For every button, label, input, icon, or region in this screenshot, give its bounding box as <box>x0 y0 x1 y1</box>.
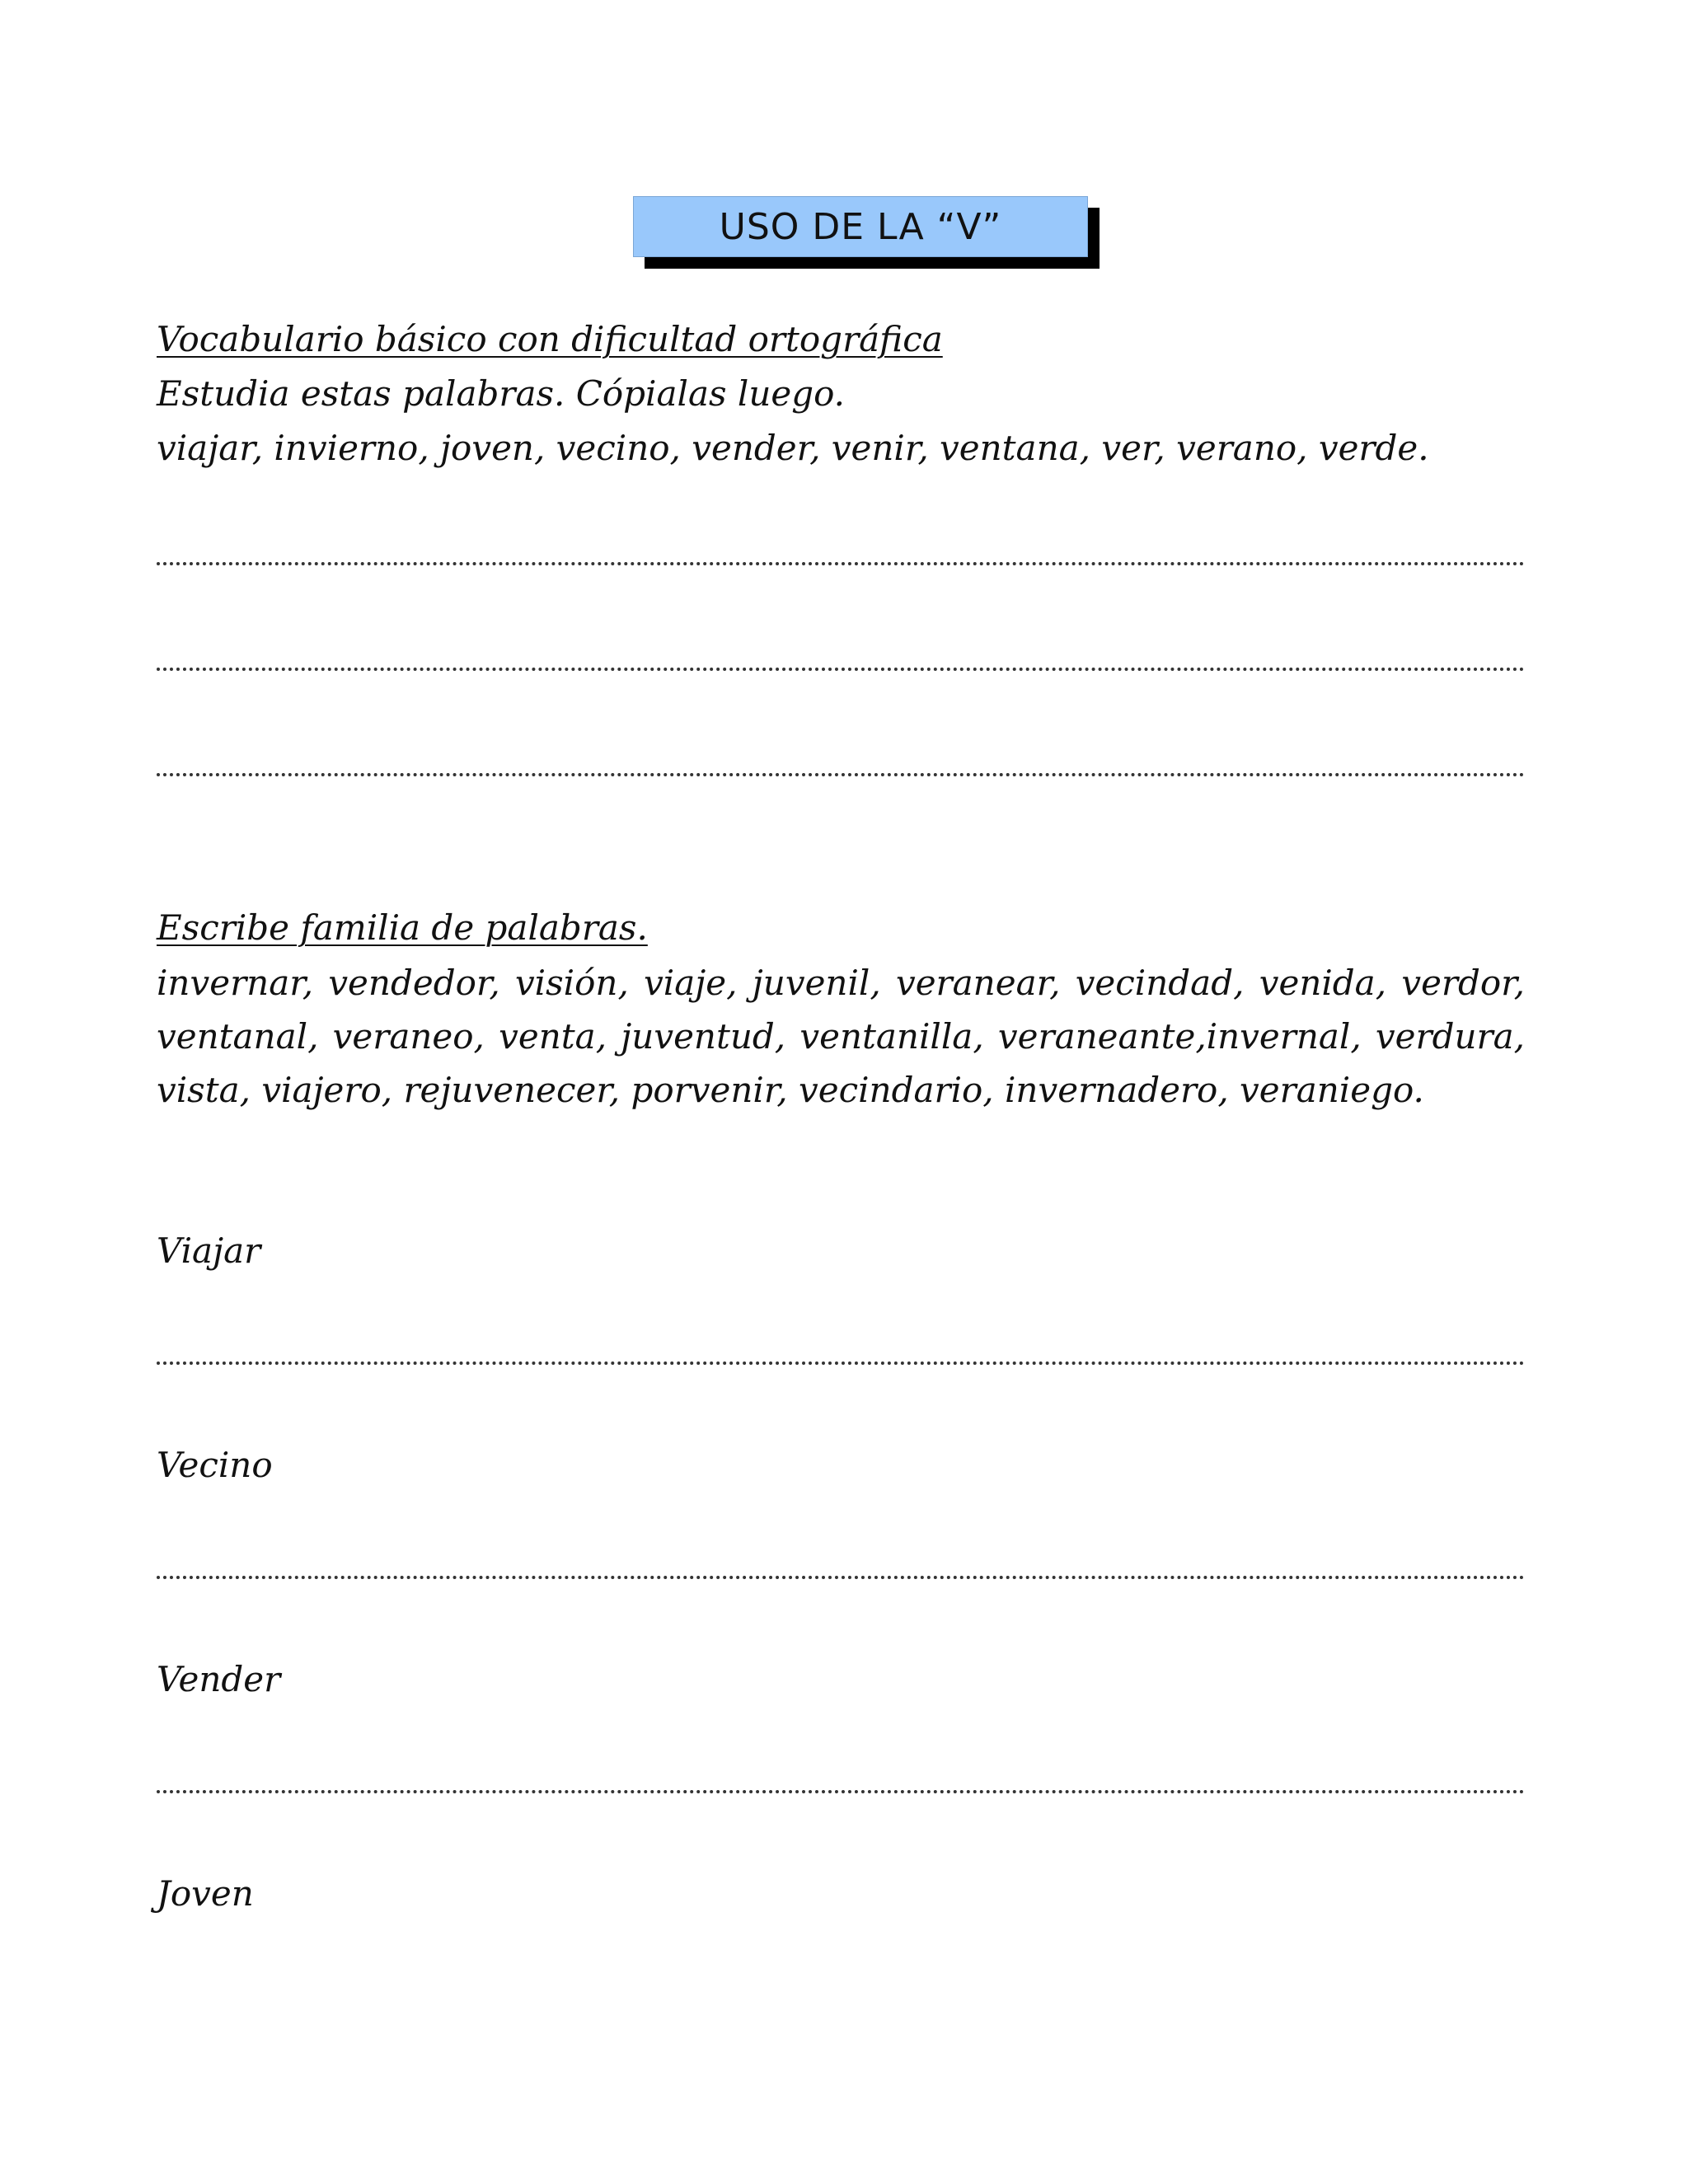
copy-line-3[interactable] <box>157 773 1525 776</box>
copy-line-2[interactable] <box>157 668 1525 671</box>
prompt-word-4: Joven <box>157 1873 254 1914</box>
prompt-word-1: Viajar <box>157 1230 261 1271</box>
answer-line-1[interactable] <box>157 1361 1525 1365</box>
section2-heading: Escribe familia de palabras. <box>157 907 648 948</box>
section1-heading: Vocabulario básico con dificultad ortográfica <box>157 319 943 359</box>
page-title: USO DE LA “V” <box>633 196 1088 257</box>
section1-instruction: Estudia estas palabras. Cópialas luego. <box>157 373 846 414</box>
answer-line-2[interactable] <box>157 1576 1525 1579</box>
title-banner <box>633 196 1088 257</box>
prompt-word-2: Vecino <box>157 1445 273 1485</box>
section2-word-list: invernar, vendedor, visión, viaje, juvenil, veranear, vecindad, venida, verdor, ventanal, veraneo, venta, juventud, ventanilla, veraneante,invernal, verdura, vista, viajero, rejuvenecer, porvenir, vecindario, invernadero, veraniego. <box>157 963 1525 1110</box>
answer-line-3[interactable] <box>157 1790 1525 1793</box>
section1-word-list: viajar, invierno, joven, vecino, vender, venir, ventana, ver, verano, verde. <box>157 428 1429 468</box>
prompt-word-3: Vender <box>157 1659 281 1699</box>
copy-line-1[interactable] <box>157 562 1525 565</box>
